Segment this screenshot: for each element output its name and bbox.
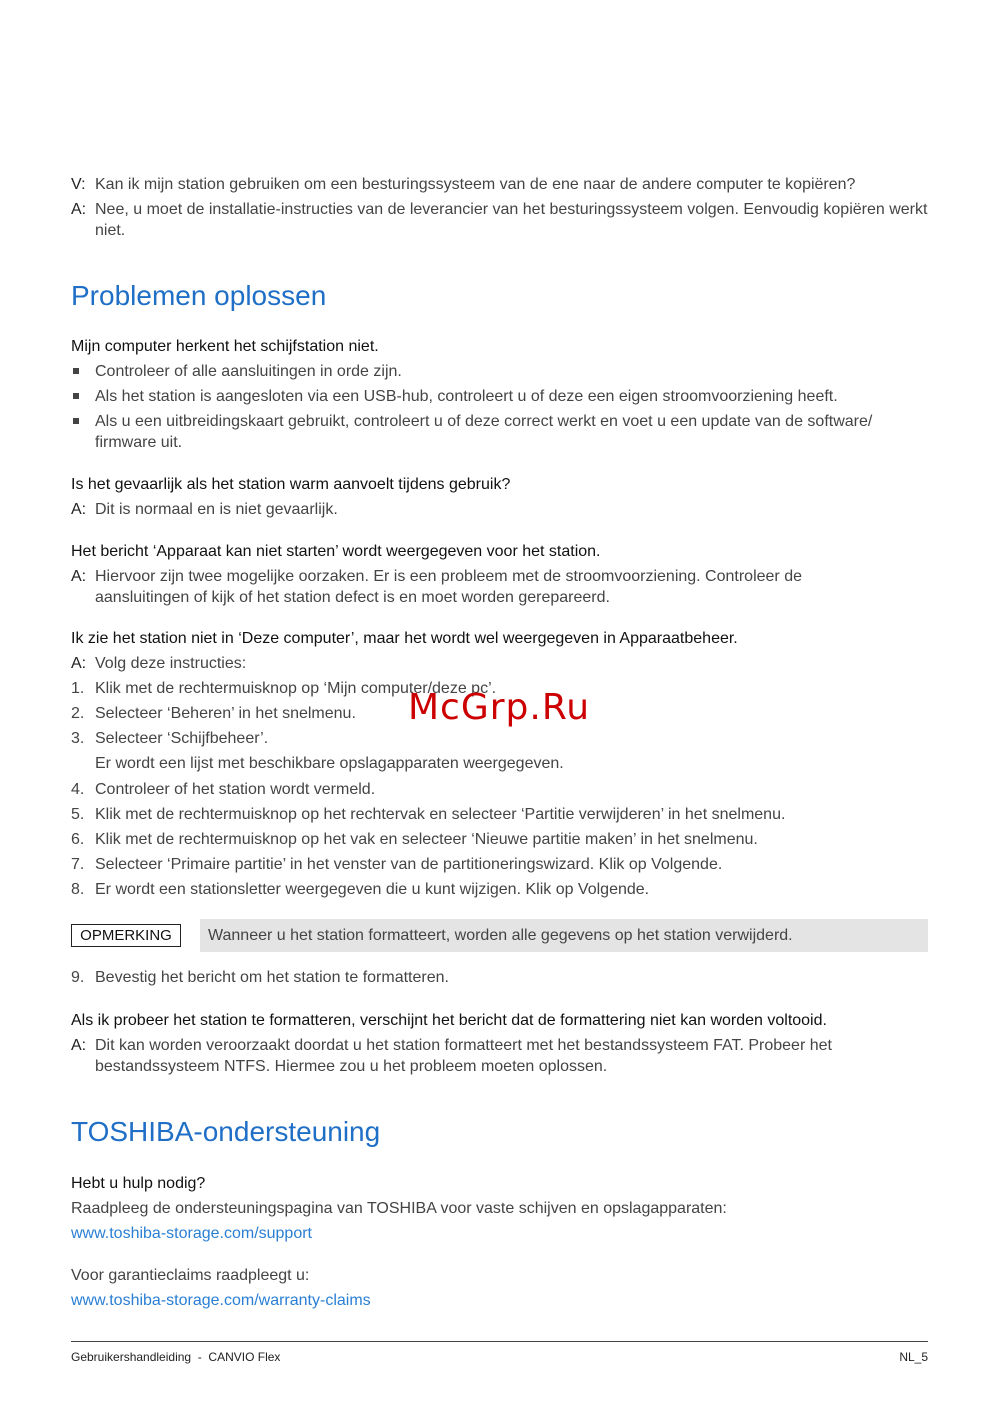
answer-label: A: xyxy=(71,201,87,218)
step-number: 6. xyxy=(71,831,85,848)
step-number: 4. xyxy=(71,781,85,798)
answer-text: Nee, u moet de installatie-instructies van de leverancier van het besturingssysteem volgen. Eenvoudig kopiëren werkt niet. xyxy=(95,201,928,239)
warranty-link[interactable]: www.toshiba-storage.com/warranty-claims xyxy=(71,1292,371,1309)
note-box xyxy=(200,919,928,952)
problem-answer-5 xyxy=(71,1035,881,1077)
step-text: Klik met de rechtermuisknop op het rechtervak en selecteer ‘Partitie verwijderen’ in het snelmenu. xyxy=(95,806,786,823)
watermark: McGrp.Ru xyxy=(408,687,591,728)
problem-heading-1: Mijn computer herkent het schijfstation niet. xyxy=(71,338,379,355)
step-text: Er wordt een stationsletter weergegeven die u kunt wijzigen. Klik op Volgende. xyxy=(95,881,650,898)
help-heading: Hebt u hulp nodig? xyxy=(71,1175,206,1192)
problem-heading-2: Is het gevaarlijk als het station warm aanvoelt tijdens gebruik? xyxy=(71,476,511,493)
problem-heading-3: Het bericht ‘Apparaat kan niet starten’ wordt weergegeven voor het station. xyxy=(71,543,601,560)
step-text: Bevestig het bericht om het station te formatteren. xyxy=(95,969,449,986)
problem-heading-5: Als ik probeer het station te formatteren, verschijnt het bericht dat de formattering niet kan worden voltooid. xyxy=(71,1012,827,1029)
bullet-text: Controleer of alle aansluitingen in orde zijn. xyxy=(95,363,402,380)
problem-answer-2 xyxy=(71,499,931,520)
bullet-marker-icon xyxy=(73,368,79,374)
step-item xyxy=(71,753,931,774)
page-number: NL_5 xyxy=(899,1350,928,1364)
faq-question xyxy=(71,174,931,195)
help-text: Raadpleeg de ondersteuningspagina van TOSHIBA voor vaste schijven en opslagapparaten: xyxy=(71,1200,727,1217)
support-link[interactable]: www.toshiba-storage.com/support xyxy=(71,1225,312,1242)
step-item xyxy=(71,804,931,825)
step-number: 1. xyxy=(71,680,85,697)
bullet-text: Als u een uitbreidingskaart gebruikt, controleert u of deze correct werkt en voet u een update van de software/ firmware uit. xyxy=(95,413,873,451)
step-item xyxy=(71,728,931,749)
step-number: 8. xyxy=(71,881,85,898)
problem-heading-4: Ik zie het station niet in ‘Deze computer’, maar het wordt wel weergegeven in Apparaatbeheer. xyxy=(71,630,738,647)
step-text: Klik met de rechtermuisknop op ‘Mijn computer/deze pc’. xyxy=(95,680,497,697)
bullet-marker-icon xyxy=(73,393,79,399)
section-title-troubleshooting: Problemen oplossen xyxy=(71,280,327,311)
answer-text: Dit is normaal en is niet gevaarlijk. xyxy=(95,501,338,518)
step-item xyxy=(71,879,931,900)
step-number: 7. xyxy=(71,856,85,873)
step-number: 3. xyxy=(71,730,85,747)
bullet-item xyxy=(71,386,931,407)
answer-label: A: xyxy=(71,655,87,672)
note-label: OPMERKING xyxy=(71,924,181,947)
bullet-marker-icon xyxy=(73,418,79,424)
step-text: Selecteer ‘Primaire partitie’ in het venster van de partitioneringswizard. Klik op Volgende. xyxy=(95,856,723,873)
step-number: 9. xyxy=(71,969,85,986)
step-item xyxy=(71,779,931,800)
step-item xyxy=(71,854,931,875)
step-text: Controleer of het station wordt vermeld. xyxy=(95,781,376,798)
step-number: 2. xyxy=(71,705,85,722)
answer-text: Volg deze instructies: xyxy=(95,655,247,672)
bullet-text: Als het station is aangesloten via een USB-hub, controleert u of deze een eigen stroomvoorziening heeft. xyxy=(95,388,838,405)
footer-title: Gebruikershandleiding - CANVIO Flex xyxy=(71,1350,281,1364)
answer-label: A: xyxy=(71,1037,87,1054)
step-number: 5. xyxy=(71,806,85,823)
step-text: Selecteer ‘Schijfbeheer’. xyxy=(95,730,269,747)
answer-text: Dit kan worden veroorzaakt doordat u het station formatteert met het bestandssysteem FAT. Probeer het bestandssysteem NTFS. Hiermee zou u het probleem moeten oplossen. xyxy=(95,1037,832,1075)
problem-answer-3 xyxy=(71,566,851,608)
bullet-item xyxy=(71,411,921,453)
bullet-item xyxy=(71,361,931,382)
faq-answer xyxy=(71,199,931,241)
step-item xyxy=(71,829,931,850)
answer-label: A: xyxy=(71,501,87,518)
question-text: Kan ik mijn station gebruiken om een besturingssysteem van de ene naar de andere computer te kopiëren? xyxy=(95,176,856,193)
note-text: Wanneer u het station formatteert, worden alle gegevens op het station verwijderd. xyxy=(208,927,793,944)
step-item xyxy=(71,967,931,988)
problem-answer-4 xyxy=(71,653,931,674)
step-text: Klik met de rechtermuisknop op het vak en selecteer ‘Nieuwe partitie maken’ in het snelmenu. xyxy=(95,831,758,848)
warranty-text: Voor garantieclaims raadpleegt u: xyxy=(71,1267,310,1284)
section-title-support: TOSHIBA-ondersteuning xyxy=(71,1116,381,1147)
step-text: Selecteer ‘Beheren’ in het snelmenu. xyxy=(95,705,356,722)
answer-text: Hiervoor zijn twee mogelijke oorzaken. Er is een probleem met de stroomvoorziening. Controleer de aansluitingen of kijk of het station defect is en moet worden gerepareerd. xyxy=(95,568,802,606)
answer-label: A: xyxy=(71,568,87,585)
step-text: Er wordt een lijst met beschikbare opslagapparaten weergegeven. xyxy=(95,755,564,772)
footer-divider xyxy=(71,1341,928,1342)
question-label: V: xyxy=(71,176,86,193)
